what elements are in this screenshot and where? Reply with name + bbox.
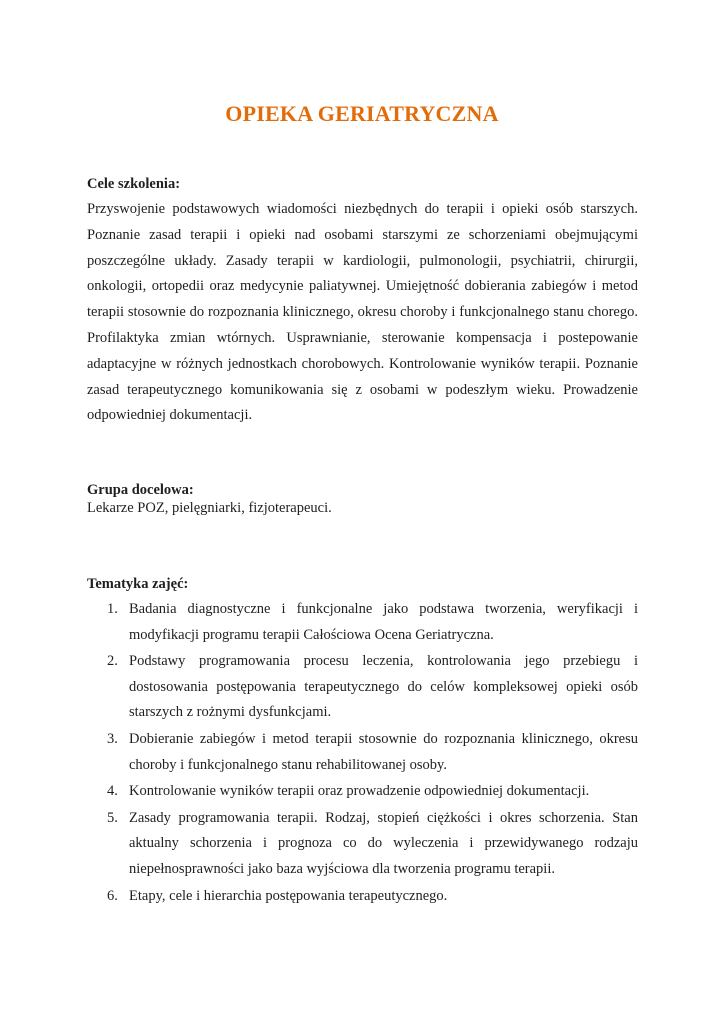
topic-text: Zasady programowania terapii. Rodzaj, stopień ciężkości i okres schorzenia. Stan aktualny schorzenia i prognoza co do wyleczenia i przewidywanego rodzaju niepełnosprawności jako baza wyjściowa dla tworzenia programu terapii.: [129, 809, 638, 877]
topic-text: Podstawy programowania procesu leczenia, kontrolowania jego przebiegu i dostosowania postępowania terapeutycznego do celów kompleksowej opieki osób starszych z rożnymi dysfunkcjami.: [129, 653, 638, 721]
target-group-text: Lekarze POZ, pielęgniarki, fizjoterapeuci.: [87, 500, 332, 516]
topic-number: 6.: [107, 887, 118, 904]
document-title: OPIEKA GERIATRYCZNA: [225, 101, 499, 126]
topic-text: Badania diagnostyczne i funkcjonalne jako podstawa tworzenia, weryfikacji i modyfikacji programu terapii Całościowa Ocena Geriatryczna.: [129, 601, 638, 643]
topic-number: 1.: [107, 601, 118, 617]
topic-text: Dobieranie zabiegów i metod terapii stosownie do rozpoznania klinicznego, okresu choroby i funkcjonalnego stanu rehabilitowanej osoby.: [129, 730, 638, 773]
topics-heading: Tematyka zajęć:: [87, 576, 189, 592]
topic-item: [87, 727, 638, 778]
topic-text: Etapy, cele i hierarchia postępowania terapeutycznego.: [129, 887, 448, 904]
target-group-heading: Grupa docelowa:: [87, 482, 194, 498]
goals-heading: Cele szkolenia:: [87, 176, 181, 192]
topic-text: Kontrolowanie wyników terapii oraz prowadzenie odpowiedniej dokumentacji.: [129, 783, 590, 800]
topic-number: 5.: [107, 809, 118, 826]
topic-item: [87, 779, 638, 805]
topic-number: 3.: [107, 730, 118, 747]
topic-item: [87, 649, 638, 726]
topic-item: [87, 597, 638, 648]
topic-number: 4.: [107, 783, 118, 800]
topics-list: [87, 597, 638, 910]
topic-item: [87, 806, 638, 883]
topic-number: 2.: [107, 653, 118, 670]
goals-paragraph: Przyswojenie podstawowych wiadomości niezbędnych do terapii i opieki osób starszych. Poznanie zasad terapii i opieki nad osobami starszymi ze schorzeniami obejmującymi poszczególne układy. Zasady terapii w kardiologii, pulmonologii, psychiatrii, chirurgii, onkologii, ortopedii oraz medycynie paliatywnej. Umiejętność dobierania zabiegów i metod terapii stosownie do rozpoznania klinicznego, okresu choroby i funkcjonalnego stanu chorego. Profilaktyka zmian wtórnych. Usprawnianie, sterowanie kompensacja i postepowanie adaptacyjne w różnych jednostkach chorobowych. Kontrolowanie wyników terapii. Poznanie zasad terapeutycznego komunikowania się z osobami w podeszłym wieku. Prowadzenie odpowiedniej dokumentacji.: [87, 201, 638, 424]
topic-item: [87, 884, 638, 910]
